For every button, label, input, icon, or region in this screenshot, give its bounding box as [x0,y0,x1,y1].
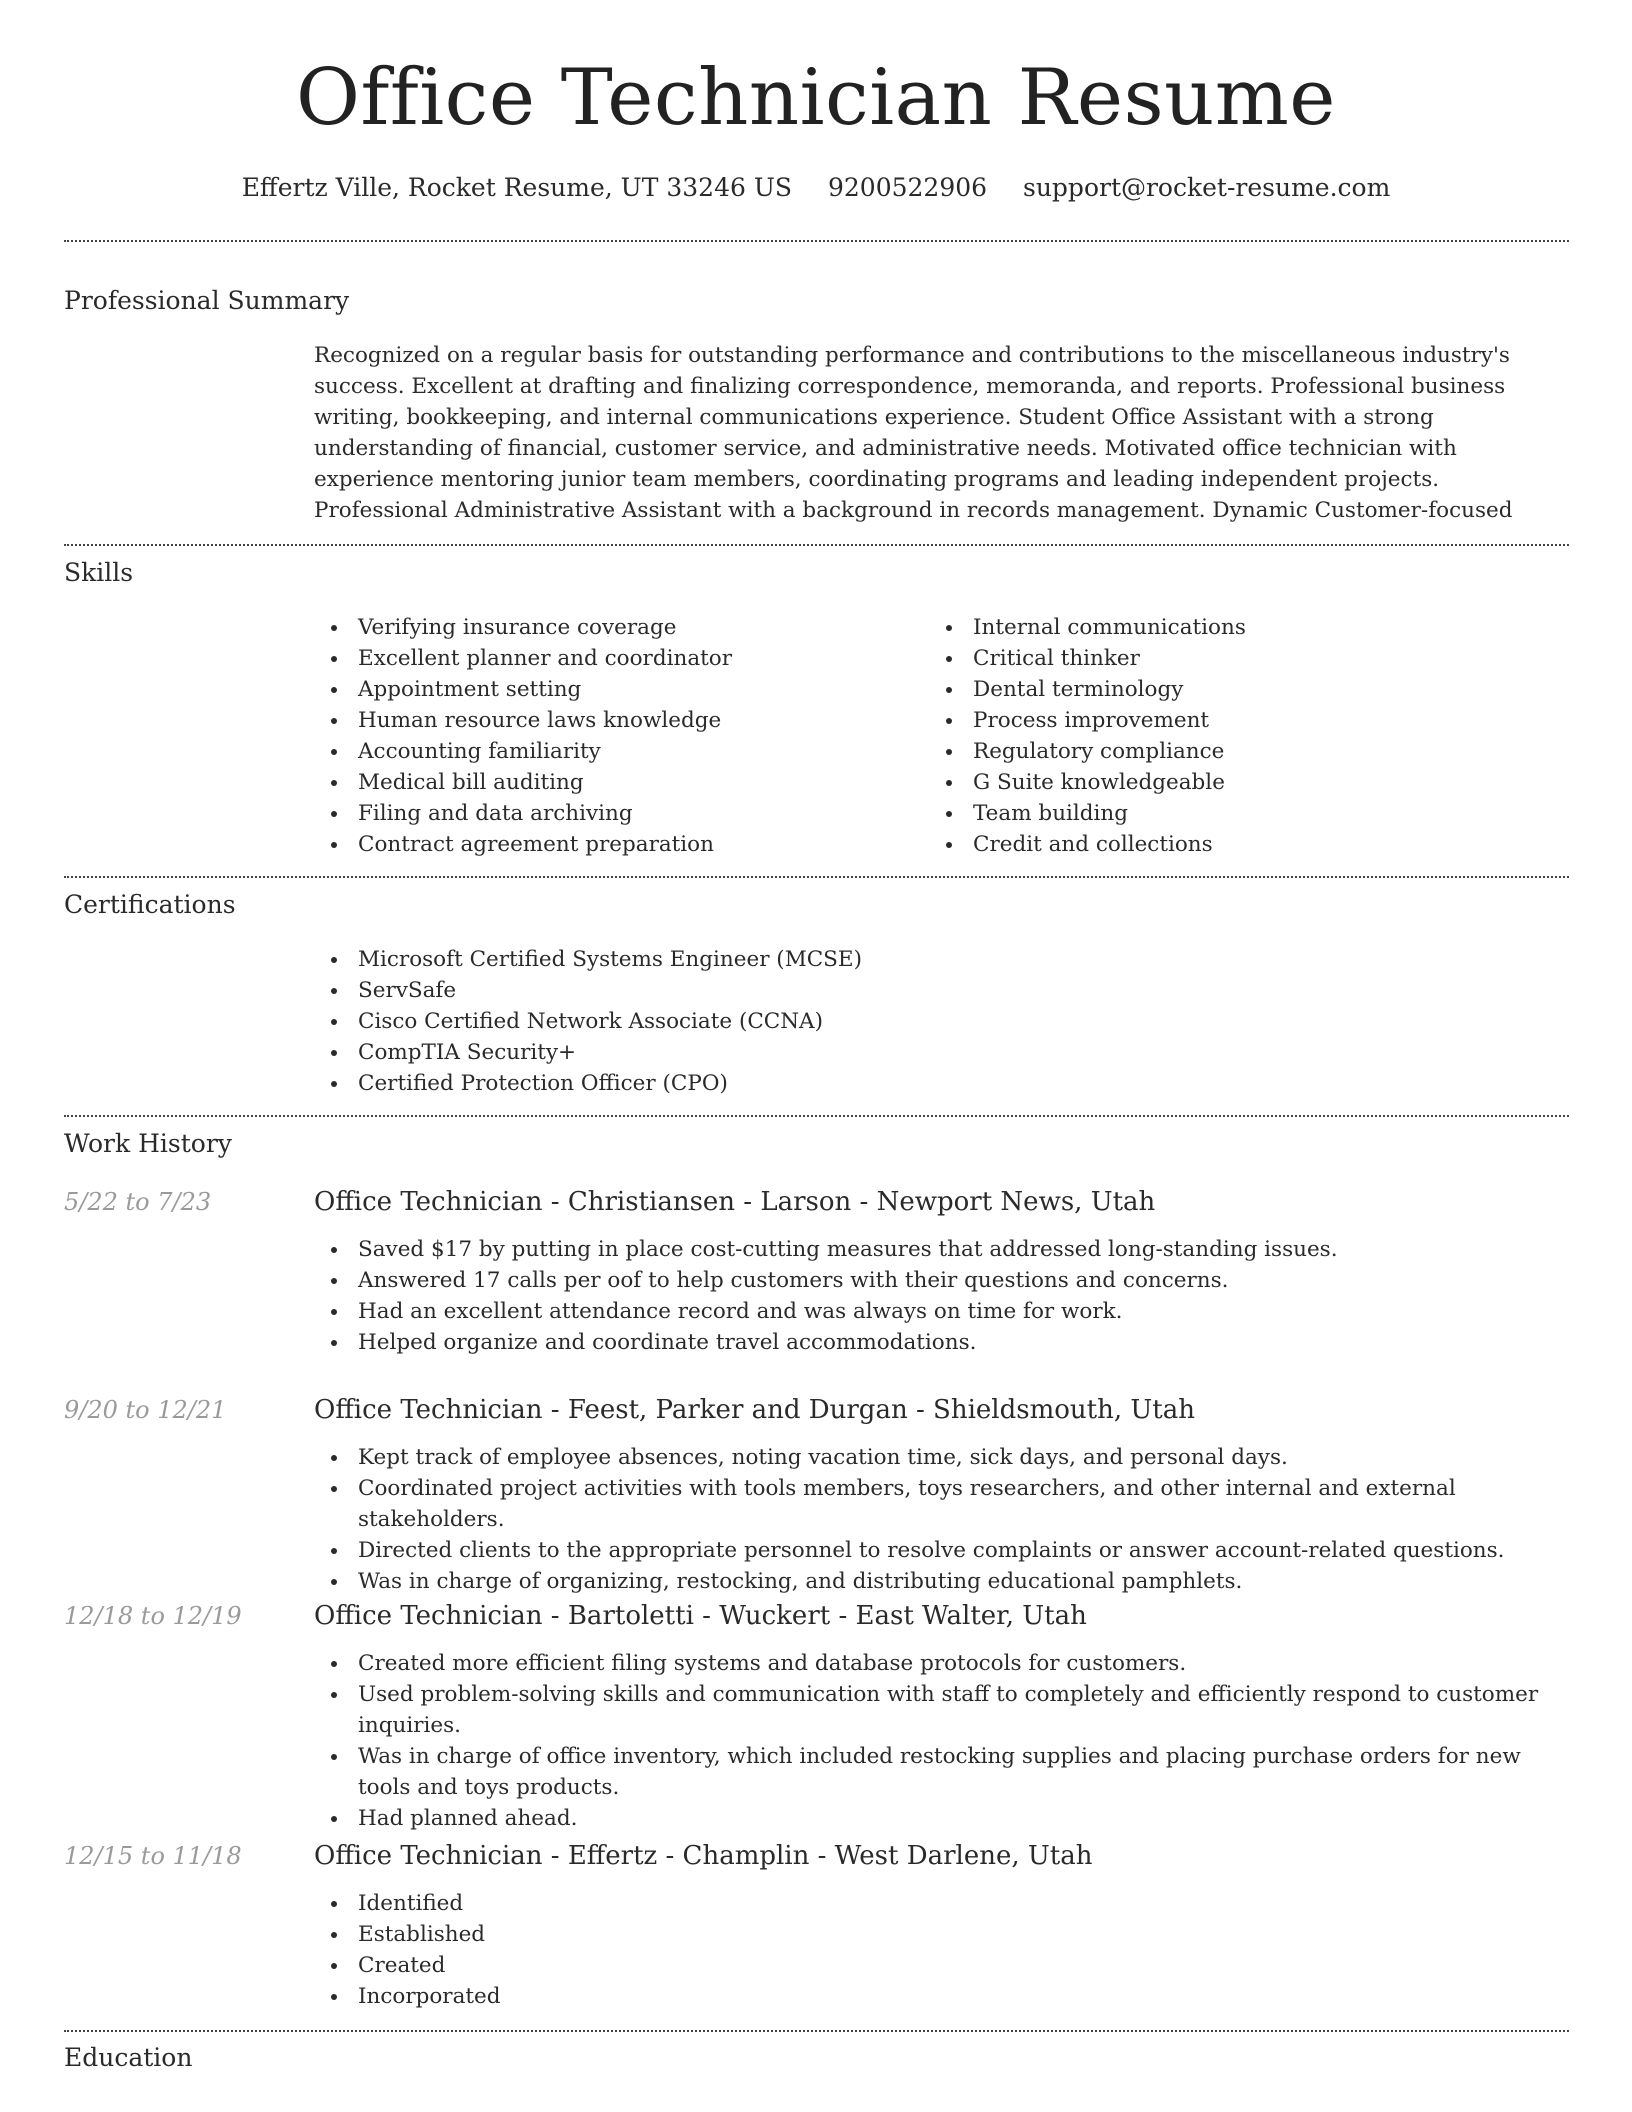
section-divider [64,876,1569,878]
skill-item: Process improvement [929,705,1569,736]
contact-address: Effertz Ville, Rocket Resume, UT 33246 US [241,173,793,202]
job-duties [314,1442,1579,1597]
skill-item: Medical bill auditing [314,767,914,798]
section-divider [64,2030,1569,2032]
certification-item: Cisco Certified Network Associate (CCNA) [314,1006,1214,1037]
job-title: Office Technician - Bartoletti - Wuckert - East Walter, Utah [314,1601,1087,1631]
job-title: Office Technician - Effertz - Champlin - West Darlene, Utah [314,1841,1093,1871]
skill-item: G Suite knowledgeable [929,767,1569,798]
job-duties [314,1234,1579,1358]
skill-item: Verifying insurance coverage [314,612,914,643]
certification-item: Certified Protection Officer (CPO) [314,1068,1214,1099]
certifications-list [314,944,1214,1099]
job-duty: Created more efficient filing systems and database protocols for customers. [314,1648,1579,1679]
skill-item: Appointment setting [314,674,914,705]
job-duty: Had an excellent attendance record and was always on time for work. [314,1296,1579,1327]
education-heading: Education [64,2043,193,2072]
skill-item: Contract agreement preparation [314,829,914,860]
contact-email[interactable]: support@rocket-resume.com [1023,173,1391,202]
skill-item: Internal communications [929,612,1569,643]
summary-heading: Professional Summary [64,286,350,315]
skill-item: Dental terminology [929,674,1569,705]
page-title: Office Technician Resume [296,53,1336,143]
job-date: 12/18 to 12/19 [64,1602,242,1630]
job-title: Office Technician - Feest, Parker and Durgan - Shieldsmouth, Utah [314,1395,1195,1425]
skill-item: Filing and data archiving [314,798,914,829]
summary-text: Recognized on a regular basis for outstanding performance and contributions to the miscellaneous industry's success. Excellent at drafting and finalizing correspondence, memoranda, and reports. Professional business writing, bookkeeping, and internal communications experience. Student Office Assistant with a strong understanding of financial, customer service, and administrative needs. Motivated office technician with experience mentoring junior team members, coordinating programs and leading independent projects. Professional Administrative Assistant with a background in records management. Dynamic Customer-focused [314,343,1513,523]
job-duty: Coordinated project activities with tools members, toys researchers, and other internal and external stakeholders. [314,1473,1579,1535]
skill-item: Accounting familiarity [314,736,914,767]
job-date: 12/15 to 11/18 [64,1842,242,1870]
job-duty: Directed clients to the appropriate personnel to resolve complaints or answer account-related questions. [314,1535,1579,1566]
contact-phone: 9200522906 [827,173,988,202]
skill-item: Team building [929,798,1569,829]
work-history-heading: Work History [64,1129,232,1158]
skills-list-right [929,612,1569,860]
contact-line [0,168,1632,208]
job-duty: Answered 17 calls per oof to help customers with their questions and concerns. [314,1265,1579,1296]
section-divider [64,1115,1569,1117]
job-duty: Saved $17 by putting in place cost-cutting measures that addressed long-standing issues. [314,1234,1579,1265]
section-divider [64,240,1569,242]
job-duty: Had planned ahead. [314,1803,1579,1834]
skill-item: Regulatory compliance [929,736,1569,767]
job-duty: Created [314,1950,1579,1981]
section-divider [64,544,1569,546]
job-duty: Was in charge of office inventory, which included restocking supplies and placing purchase orders for new tools and toys products. [314,1741,1579,1803]
job-date: 5/22 to 7/23 [64,1188,212,1216]
job-duty: Helped organize and coordinate travel accommodations. [314,1327,1579,1358]
job-duties [314,1888,1579,2012]
skill-item: Credit and collections [929,829,1569,860]
skill-item: Critical thinker [929,643,1569,674]
skill-item: Excellent planner and coordinator [314,643,914,674]
job-duty: Identified [314,1888,1579,1919]
job-duty: Was in charge of organizing, restocking, and distributing educational pamphlets. [314,1566,1579,1597]
skills-heading: Skills [64,558,134,587]
skills-list-left [314,612,914,860]
job-duty: Incorporated [314,1981,1579,2012]
job-duty: Used problem-solving skills and communication with staff to completely and efficiently respond to customer inquiries. [314,1679,1579,1741]
certification-item: Microsoft Certified Systems Engineer (MCSE) [314,944,1214,975]
certification-item: CompTIA Security+ [314,1037,1214,1068]
job-title: Office Technician - Christiansen - Larson - Newport News, Utah [314,1187,1156,1217]
job-duty: Kept track of employee absences, noting vacation time, sick days, and personal days. [314,1442,1579,1473]
skill-item: Human resource laws knowledge [314,705,914,736]
certifications-heading: Certifications [64,890,236,919]
job-date: 9/20 to 12/21 [64,1396,227,1424]
job-duty: Established [314,1919,1579,1950]
job-duties [314,1648,1579,1834]
certification-item: ServSafe [314,975,1214,1006]
